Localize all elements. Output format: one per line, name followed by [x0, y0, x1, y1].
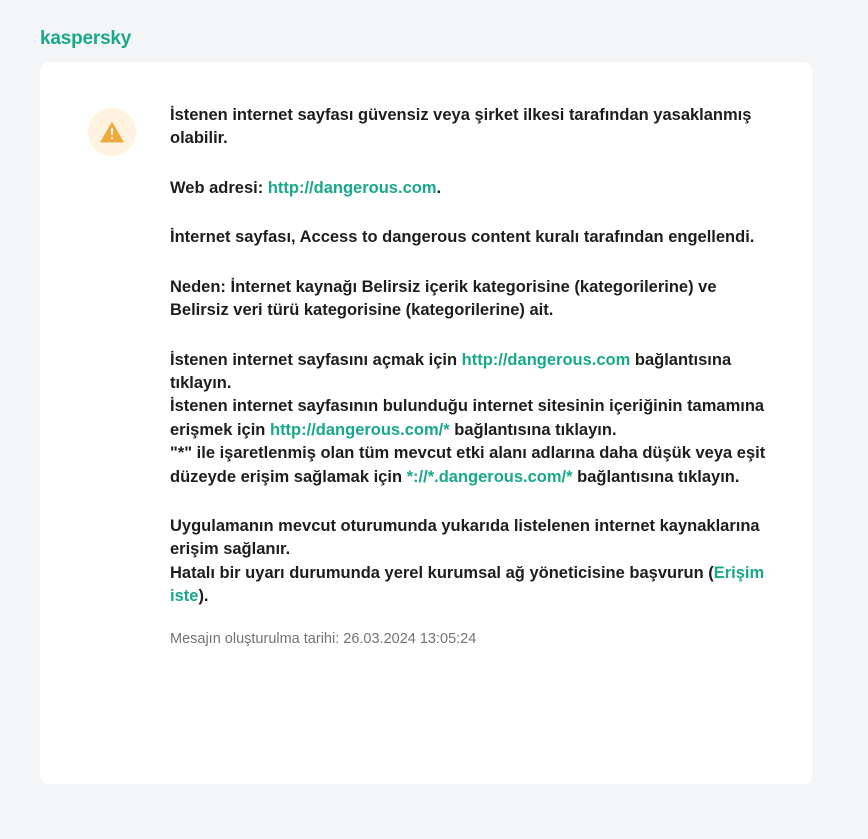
open-page-suffix: bağlantısına tıklayın. — [170, 350, 732, 392]
section-spacer — [170, 489, 772, 515]
warning-triangle-icon — [88, 108, 136, 156]
web-address-label: Web adresi: — [170, 178, 264, 197]
kaspersky-logo: kaspersky — [40, 28, 132, 49]
web-address-line — [170, 177, 772, 200]
wildcard-prefix: "*" ile işaretlenmiş olan tüm mevcut etki alanı adlarına daha düşük veya eşit düzeyde erişim sağlamak için — [170, 444, 766, 486]
session-note-text: Uygulamanın mevcut oturumunda yukarıda listelenen internet kaynaklarına erişim sağlanır. — [170, 517, 760, 559]
open-page-instruction — [170, 349, 772, 396]
request-access-link[interactable]: Erişim iste — [170, 563, 765, 606]
whole-site-prefix: İstenen internet sayfasının bulunduğu internet sitesinin içeriğinin tamamına erişmek için — [170, 397, 765, 439]
web-address-period: . — [436, 178, 442, 197]
admin-note-suffix: ). — [198, 587, 209, 606]
message-timestamp: Mesajın oluşturulma tarihi: 26.03.2024 13:05:24 — [170, 630, 477, 647]
admin-note — [170, 562, 772, 609]
whole-site-link[interactable]: http://dangerous.com/* — [269, 420, 450, 439]
whole-site-instruction — [170, 395, 772, 442]
admin-note-prefix: Hatalı bir uyarı durumunda yerel kurumsal ağ yöneticisine başvurun ( — [170, 563, 714, 582]
reason-text: Neden: İnternet kaynağı Belirsiz içerik kategorisine (kategorilerine) ve Belirsiz veri türü kategorisine (kategorilerine) ait. — [170, 277, 717, 320]
blocked-by-rule-text: İnternet sayfası, Access to dangerous content kuralı tarafından engellendi. — [170, 228, 755, 247]
message-body — [146, 102, 772, 647]
wildcard-link[interactable]: *://*.dangerous.com/* — [406, 467, 573, 486]
open-page-prefix: İstenen internet sayfasını açmak için — [170, 350, 462, 369]
open-page-link[interactable]: http://dangerous.com — [461, 350, 631, 369]
wildcard-suffix: bağlantısına tıklayın. — [572, 467, 740, 486]
headline-text: İstenen internet sayfası güvensiz veya şirket ilkesi tarafından yasaklanmış olabilir. — [170, 106, 752, 148]
web-address-link[interactable]: http://dangerous.com — [267, 178, 437, 197]
icon-column — [88, 102, 146, 647]
wildcard-instruction — [170, 442, 772, 489]
whole-site-suffix: bağlantısına tıklayın. — [449, 420, 617, 439]
notification-card — [40, 62, 812, 784]
